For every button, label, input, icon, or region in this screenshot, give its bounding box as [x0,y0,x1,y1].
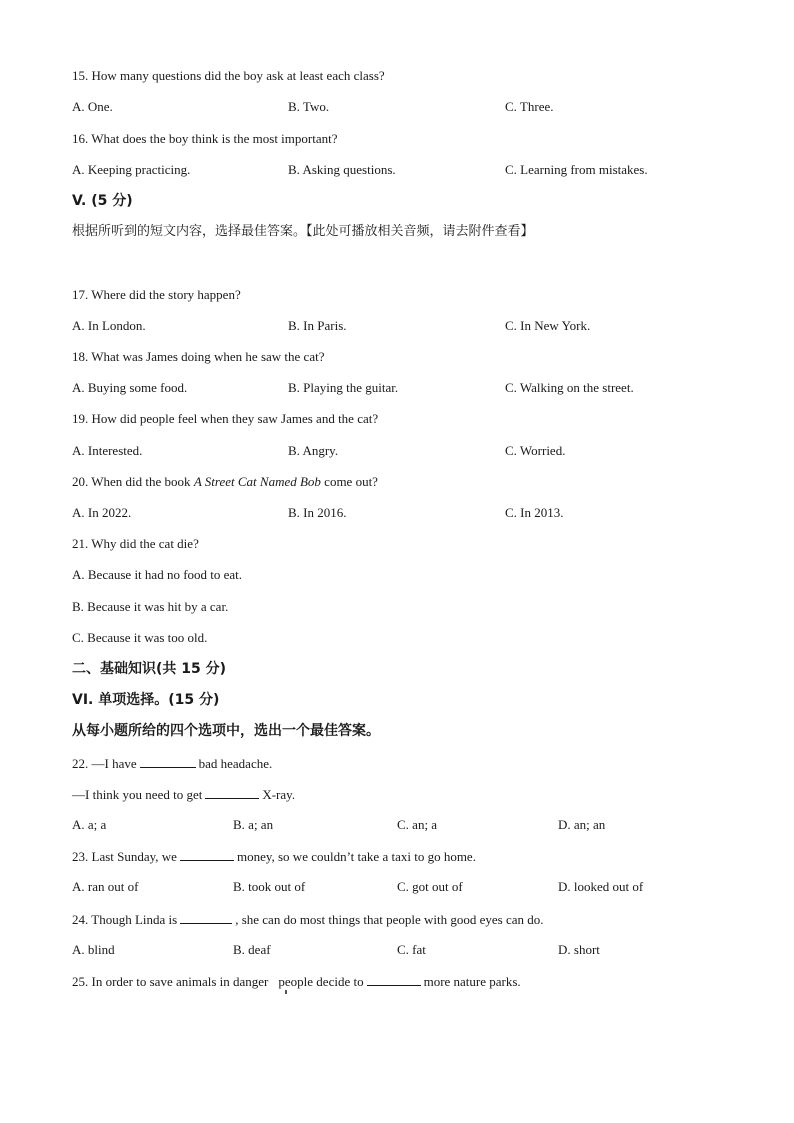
q23-blank [180,848,234,861]
q22-blank-1 [140,755,196,768]
q17-option-b: B. In Paris. [288,318,347,333]
question-24-stem [72,911,544,928]
q24-option-c: C. fat [397,942,426,957]
q23-stem-pre: 23. Last Sunday, we [72,849,177,864]
question-16-stem: 16. What does the boy think is the most important? [72,131,338,146]
q21-option-c: C. Because it was too old. [72,630,208,645]
q22-option-d: D. an; an [558,817,606,832]
q24-stem-pre: 24. Though Linda is [72,912,178,927]
q22-line2-pre: —I think you need to get [72,787,203,802]
q24-blank [180,911,232,924]
q16-option-b: B. Asking questions. [288,162,396,177]
q19-option-b: B. Angry. [288,443,339,458]
q20-option-a: A. In 2022. [72,505,132,520]
question-19-stem: 19. How did people feel when they saw James and the cat? [72,411,379,426]
q19-option-a: A. Interested. [72,443,143,458]
q22-option-b: B. a; an [233,817,274,832]
q16-option-c: C. Learning from mistakes. [505,162,648,177]
q22-line1-post: bad headache. [198,756,273,771]
question-17-stem: 17. Where did the story happen? [72,287,241,302]
q24-option-a: A. blind [72,942,115,957]
section-5-title: V. (5 分) [72,193,133,209]
q17-option-a: A. In London. [72,318,146,333]
q20-book-title: A Street Cat Named Bob [193,474,321,489]
q25-blank [367,973,421,986]
question-22-line-1 [72,755,272,772]
q25-stem-mid: people decide to [278,974,364,989]
section-5-instructions: 根据所听到的短文内容，选择最佳答案。【此处可播放相关音频，请去附件查看】 [72,224,534,239]
stray-comma-mark [285,990,287,994]
q20-option-b: B. In 2016. [288,505,347,520]
q15-option-c: C. Three. [505,99,554,114]
q18-option-c: C. Walking on the street. [505,380,634,395]
question-21-stem: 21. Why did the cat die? [72,536,199,551]
q23-option-b: B. took out of [233,879,306,894]
q24-option-d: D. short [558,942,600,957]
q24-option-b: B. deaf [233,942,271,957]
q22-option-c: C. an; a [397,817,438,832]
q17-option-c: C. In New York. [505,318,591,333]
question-23-stem [72,848,476,865]
question-22-line-2 [72,786,295,803]
q21-option-a: A. Because it had no food to eat. [72,567,243,582]
question-15-stem: 15. How many questions did the boy ask at least each class? [72,68,385,83]
q15-option-b: B. Two. [288,99,330,114]
q21-option-b: B. Because it was hit by a car. [72,599,229,614]
question-25-stem [72,973,521,990]
q23-option-a: A. ran out of [72,879,139,894]
q20-option-c: C. In 2013. [505,505,564,520]
q23-stem-post: money, so we couldn’t take a taxi to go home. [236,849,476,864]
q22-line2-post: X-ray. [262,787,296,802]
q23-option-c: C. got out of [397,879,463,894]
question-20-stem [72,474,378,490]
q22-line1-pre: 22. —I have [72,756,137,771]
q24-stem-post: , she can do most things that people with good eyes can do. [235,912,544,927]
q16-option-a: A. Keeping practicing. [72,162,191,177]
q22-blank-2 [205,786,259,799]
q18-option-b: B. Playing the guitar. [288,380,399,395]
question-18-stem: 18. What was James doing when he saw the cat? [72,349,325,364]
q20-stem-pre: 20. When did the book [72,474,194,489]
q23-option-d: D. looked out of [558,879,644,894]
q18-option-a: A. Buying some food. [72,380,188,395]
section-6-instructions: 从每小题所给的四个选项中，选出一个最佳答案。 [72,723,380,739]
q20-stem-post: come out? [320,474,378,489]
q25-stem-post: more nature parks. [423,974,521,989]
part-2-title: 二、基础知识(共 15 分) [72,661,227,677]
section-6-title: VⅠ. 单项选择。(15 分) [72,692,220,708]
q19-option-c: C. Worried. [505,443,566,458]
q15-option-a: A. One. [72,99,113,114]
q25-stem-pre: 25. In order to save animals in danger [72,974,269,989]
q22-option-a: A. a; a [72,817,107,832]
